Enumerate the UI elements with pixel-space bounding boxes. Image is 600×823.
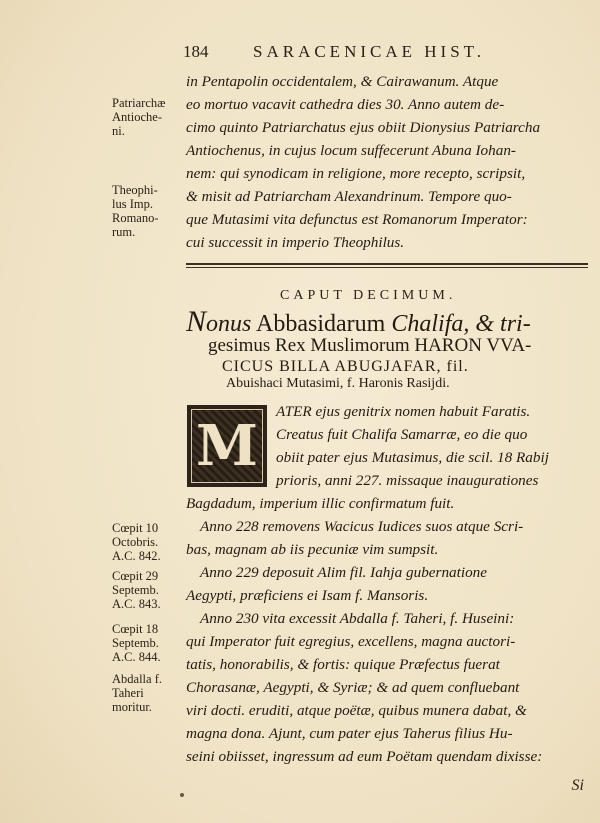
text-line: qui Imperator fuit egregius, excellens, magna auctori-: [186, 633, 516, 650]
margin-note-coepit-842: Cœpit 10 Octobris. A.C. 842.: [112, 521, 161, 563]
text-line: Anno 228 removens Wacicus Iudices suos atque Scri-: [200, 518, 524, 535]
margin-note-patriarch: Patriarchæ Antioche- ni.: [112, 96, 166, 138]
text-line: Antiochenus, in cujus locum suffecerunt Abuna Iohan-: [186, 142, 516, 159]
text-line: Aegypti, præficiens ei Isam f. Mansoris.: [186, 587, 429, 604]
text-line: prioris, anni 227. missaque inaugurationes: [276, 472, 539, 489]
text-line: que Mutasimi vita defunctus est Romanorum Imperator:: [186, 211, 528, 228]
page-number: 184: [183, 42, 209, 61]
chapter-label: CAPUT DECIMUM.: [280, 288, 457, 303]
margin-note-coepit-843: Cœpit 29 Septemb. A.C. 843.: [112, 569, 161, 611]
text-line: Bagdadum, imperium illic confirmatum fuit.: [186, 495, 455, 512]
drop-cap-letter: M: [196, 413, 258, 479]
text-line: ATER ejus genitrix nomen habuit Faratis.: [276, 403, 531, 420]
text-line: Anno 230 vita excessit Abdalla f. Taheri, f. Huseini:: [200, 610, 515, 627]
chapter-body-beside-initial: [276, 400, 590, 492]
text-line: Chorasanæ, Aegypti, & Syriæ; & ad quem confluebant: [186, 679, 520, 696]
chapter-title-line-2: gesimus Rex Muslimorum HARON VVA-: [208, 335, 532, 356]
text-line: cui successit in imperio Theophilus.: [186, 234, 405, 251]
text-line: Creatus fuit Chalifa Samarræ, eo die quo: [276, 426, 528, 443]
text-line: magna dona. Ajunt, cum pater ejus Taherus filius Hu-: [186, 725, 513, 742]
chapter-title-line-3: CICUS BILLA ABUGJAFAR, fil.: [222, 358, 469, 375]
text-line: cimo quinto Patriarchatus ejus obiit Dionysius Patriarcha: [186, 119, 541, 136]
chapter-title-line-4: Abuishaci Mutasimi, f. Haronis Rasijdi.: [226, 376, 450, 391]
text-line: obiit pater ejus Mutasimus, die scil. 18 Rabij: [276, 449, 549, 466]
text-line: seini obiisset, ingressum ad eum Poëtam quendam dixisse:: [186, 748, 543, 765]
running-title: SARACENICAE HIST.: [253, 42, 486, 61]
text-line: & misit ad Patriarcham Alexandrinum. Tempore quo-: [186, 188, 512, 205]
section-rule-thin: [186, 267, 588, 268]
text-line: in Pentapolin occidentalem, & Cairawanum. Atque: [186, 73, 499, 90]
margin-note-theophilus: Theophi- lus Imp. Romano- rum.: [112, 183, 159, 239]
chapter-title-line-1: Nonus Abbasidarum Chalifa, & tri-: [186, 305, 531, 338]
top-paragraph: [186, 70, 590, 254]
chapter-body: [186, 492, 590, 768]
ink-spot: [180, 793, 184, 797]
catchword: Si: [571, 777, 584, 794]
text-line: viri docti. eruditi, atque poëtæ, quibus munera dabat, &: [186, 702, 527, 719]
text-line: eo mortuo vacavit cathedra dies 30. Anno autem de-: [186, 96, 505, 113]
text-line: Anno 229 deposuit Alim fil. Iahja gubernatione: [200, 564, 487, 581]
text-line: tatis, honorabilis, & fortis: quique Præfectus fuerat: [186, 656, 500, 673]
text-line: bas, magnam ab iis pecuniæ vim sumpsit.: [186, 541, 439, 558]
section-rule: [186, 263, 588, 265]
drop-cap-ornament: [187, 405, 267, 487]
page-header: [183, 42, 590, 62]
margin-note-coepit-844: Cœpit 18 Septemb. A.C. 844.: [112, 622, 161, 664]
margin-note-abdalla: Abdalla f. Taheri moritur.: [112, 672, 162, 714]
title-initial: N: [186, 305, 207, 338]
text-line: nem: qui synodicam in religione, more recepto, scripsit,: [186, 165, 526, 182]
